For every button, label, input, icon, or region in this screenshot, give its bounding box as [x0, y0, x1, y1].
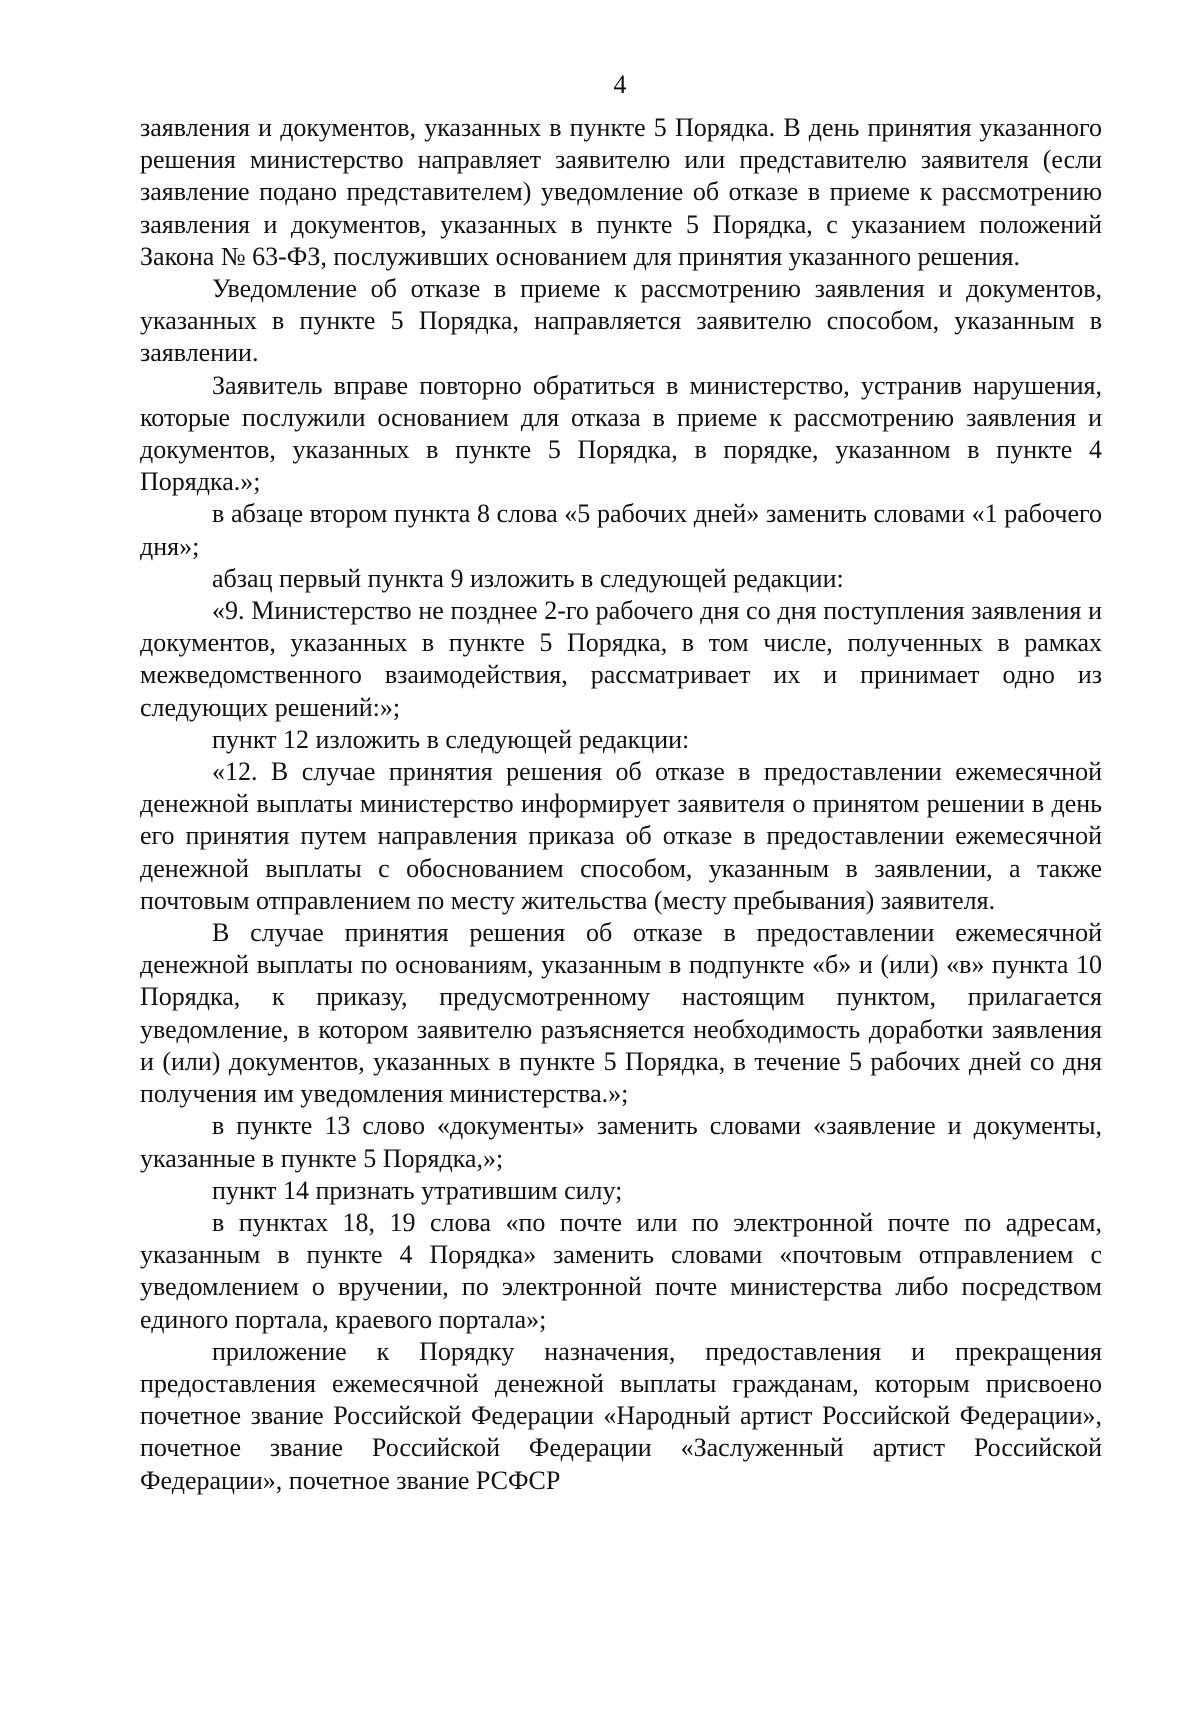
- paragraph-item-9-intro: абзац первый пункта 9 изложить в следующей редакции:: [212, 563, 844, 593]
- paragraph-item-12-intro: пункт 12 изложить в следующей редакции:: [212, 724, 690, 754]
- paragraph-notification: Уведомление об отказе в приеме к рассмотрению заявления и документов, указанных в пункте 5 Порядка, направляется заявителю способом, указанным в заявлении.: [140, 274, 1102, 368]
- document-body: [140, 112, 1102, 1497]
- paragraph-items-18-19: в пунктах 18, 19 слова «по почте или по электронной почте по адресам, указанным в пункте 4 Порядка» заменить словами «почтовым отправлением с уведомлением о вручении, по электронной почте министерства либо посредством единого портала, краевого портала»;: [140, 1207, 1102, 1334]
- paragraph-item-12-text: «12. В случае принятия решения об отказе в предоставлении ежемесячной денежной выплаты министерство информирует заявителя о принятом решении в день его принятия путем направления приказа об отказе в предоставлении ежемесячной денежной выплаты с обоснованием способом, указанным в заявлении, а также почтовым отправлением по месту жительства (месту пребывания) заявителя.: [140, 757, 1102, 915]
- paragraph-item-12-second: В случае принятия решения об отказе в предоставлении ежемесячной денежной выплаты по основаниям, указанным в подпункте «б» и (или) «в» пункта 10 Порядка, к приказу, предусмотренному настоящим пунктом, прилагается уведомление, в котором заявителю разъясняется необходимость доработки заявления и (или) документов, указанных в пункте 5 Порядка, в течение 5 рабочих дней со дня получения им уведомления министерства.»;: [140, 918, 1102, 1109]
- page-number: 4: [613, 70, 627, 99]
- paragraph-reapply: Заявитель вправе повторно обратиться в министерство, устранив нарушения, которые послужили основанием для отказа в приеме к рассмотрению заявления и документов, указанных в пункте 5 Порядка, в порядке, указанном в пункте 4 Порядка.»;: [140, 370, 1102, 497]
- paragraph-appendix: приложение к Порядку назначения, предоставления и прекращения предоставления ежемесячной денежной выплаты гражданам, которым присвоено почетное звание Российской Федерации «Народный артист Российской Федерации», почетное звание Российской Федерации «Заслуженный артист Российской Федерации», почетное звание РСФСР: [140, 1336, 1102, 1495]
- paragraph-continued: заявления и документов, указанных в пункте 5 Порядка. В день принятия указанного решения министерство направляет заявителю или представителю заявителя (если заявление подано представителем) уведомление об отказе в приеме к рассмотрению заявления и документов, указанных в пункте 5 Порядка, с указанием положений Закона № 63-ФЗ, послуживших основанием для принятия указанного решения.: [140, 113, 1102, 271]
- paragraph-item-9-text: «9. Министерство не позднее 2-го рабочего дня со дня поступления заявления и документов, указанных в пункте 5 Порядка, в том числе, полученных в рамках межведомственного взаимодействия, рассматривает их и принимает одно из следующих решений:»;: [140, 596, 1102, 722]
- paragraph-item-8: в абзаце втором пункта 8 слова «5 рабочих дней» заменить словами «1 рабочего дня»;: [140, 499, 1102, 561]
- paragraph-item-13: в пункте 13 слово «документы» заменить словами «заявление и документы, указанные в пункте 5 Порядка,»;: [140, 1111, 1102, 1173]
- paragraph-item-14: пункт 14 признать утратившим силу;: [212, 1175, 623, 1205]
